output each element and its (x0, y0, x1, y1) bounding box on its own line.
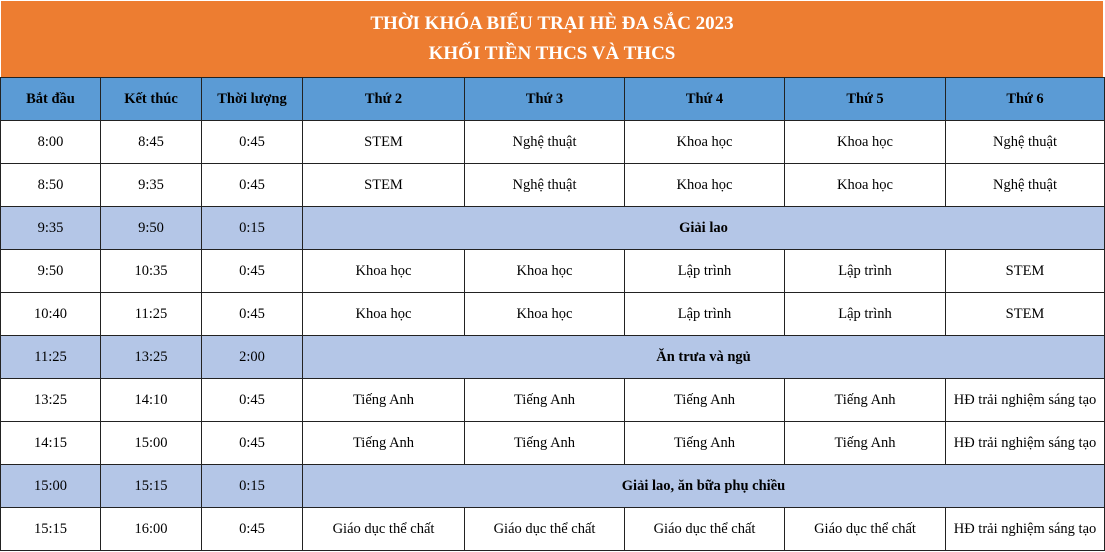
cell-friday: HĐ trải nghiệm sáng tạo (946, 422, 1105, 465)
break-row (1, 465, 1105, 508)
cell-wednesday: Khoa học (625, 121, 785, 164)
cell-tuesday: Nghệ thuật (465, 164, 625, 207)
cell-end: 10:35 (101, 250, 202, 293)
cell-wednesday: Lập trình (625, 250, 785, 293)
cell-start: 8:50 (1, 164, 101, 207)
cell-monday: Tiếng Anh (303, 379, 465, 422)
cell-tuesday: Nghệ thuật (465, 121, 625, 164)
break-label: Ăn trưa và ngủ (303, 336, 1105, 379)
break-row (1, 336, 1105, 379)
table-row (1, 508, 1105, 551)
header-start: Bắt đầu (1, 78, 101, 121)
cell-end: 15:00 (101, 422, 202, 465)
cell-duration: 0:15 (202, 465, 303, 508)
cell-end: 16:00 (101, 508, 202, 551)
header-wednesday: Thứ 4 (625, 78, 785, 121)
cell-monday: STEM (303, 164, 465, 207)
cell-duration: 0:45 (202, 422, 303, 465)
title-line-2: KHỐI TIỀN THCS VÀ THCS (428, 43, 676, 64)
table-row (1, 164, 1105, 207)
header-thursday: Thứ 5 (785, 78, 946, 121)
cell-start: 9:50 (1, 250, 101, 293)
cell-monday: Giáo dục thể chất (303, 508, 465, 551)
cell-tuesday: Khoa học (465, 293, 625, 336)
cell-tuesday: Giáo dục thể chất (465, 508, 625, 551)
cell-start: 15:00 (1, 465, 101, 508)
cell-end: 9:50 (101, 207, 202, 250)
cell-duration: 2:00 (202, 336, 303, 379)
header-duration: Thời lượng (202, 78, 303, 121)
cell-wednesday: Khoa học (625, 164, 785, 207)
cell-tuesday: Khoa học (465, 250, 625, 293)
cell-end: 9:35 (101, 164, 202, 207)
header-end: Kết thúc (101, 78, 202, 121)
table-row (1, 422, 1105, 465)
cell-friday: HĐ trải nghiệm sáng tạo (946, 379, 1105, 422)
cell-wednesday: Lập trình (625, 293, 785, 336)
cell-friday: HĐ trải nghiệm sáng tạo (946, 508, 1105, 551)
cell-start: 11:25 (1, 336, 101, 379)
cell-start: 10:40 (1, 293, 101, 336)
cell-thursday: Giáo dục thể chất (785, 508, 946, 551)
title-line-1: THỜI KHÓA BIỂU TRẠI HÈ ĐA SẮC 2023 (370, 13, 734, 34)
cell-duration: 0:45 (202, 293, 303, 336)
break-row (1, 207, 1105, 250)
table-row (1, 121, 1105, 164)
cell-friday: STEM (946, 250, 1105, 293)
cell-duration: 0:45 (202, 164, 303, 207)
table-row (1, 293, 1105, 336)
cell-wednesday: Tiếng Anh (625, 422, 785, 465)
cell-monday: Khoa học (303, 293, 465, 336)
cell-thursday: Khoa học (785, 121, 946, 164)
cell-friday: Nghệ thuật (946, 164, 1105, 207)
cell-start: 13:25 (1, 379, 101, 422)
cell-wednesday: Giáo dục thể chất (625, 508, 785, 551)
table-row (1, 379, 1105, 422)
cell-end: 15:15 (101, 465, 202, 508)
cell-tuesday: Tiếng Anh (465, 379, 625, 422)
cell-duration: 0:15 (202, 207, 303, 250)
cell-duration: 0:45 (202, 250, 303, 293)
cell-monday: Khoa học (303, 250, 465, 293)
cell-monday: STEM (303, 121, 465, 164)
cell-monday: Tiếng Anh (303, 422, 465, 465)
cell-thursday: Khoa học (785, 164, 946, 207)
cell-start: 15:15 (1, 508, 101, 551)
cell-end: 8:45 (101, 121, 202, 164)
cell-thursday: Tiếng Anh (785, 379, 946, 422)
cell-thursday: Tiếng Anh (785, 422, 946, 465)
cell-end: 13:25 (101, 336, 202, 379)
header-monday: Thứ 2 (303, 78, 465, 121)
break-label: Giải lao (303, 207, 1105, 250)
cell-friday: STEM (946, 293, 1105, 336)
cell-tuesday: Tiếng Anh (465, 422, 625, 465)
cell-end: 11:25 (101, 293, 202, 336)
timetable-title (1, 1, 1103, 77)
cell-end: 14:10 (101, 379, 202, 422)
break-label: Giải lao, ăn bữa phụ chiều (303, 465, 1105, 508)
header-friday: Thứ 6 (946, 78, 1105, 121)
table-row (1, 250, 1105, 293)
cell-wednesday: Tiếng Anh (625, 379, 785, 422)
header-tuesday: Thứ 3 (465, 78, 625, 121)
header-row (1, 78, 1105, 121)
cell-duration: 0:45 (202, 508, 303, 551)
cell-duration: 0:45 (202, 121, 303, 164)
cell-start: 14:15 (1, 422, 101, 465)
cell-friday: Nghệ thuật (946, 121, 1105, 164)
cell-start: 9:35 (1, 207, 101, 250)
timetable (0, 77, 1105, 551)
cell-duration: 0:45 (202, 379, 303, 422)
cell-thursday: Lập trình (785, 293, 946, 336)
cell-thursday: Lập trình (785, 250, 946, 293)
cell-start: 8:00 (1, 121, 101, 164)
